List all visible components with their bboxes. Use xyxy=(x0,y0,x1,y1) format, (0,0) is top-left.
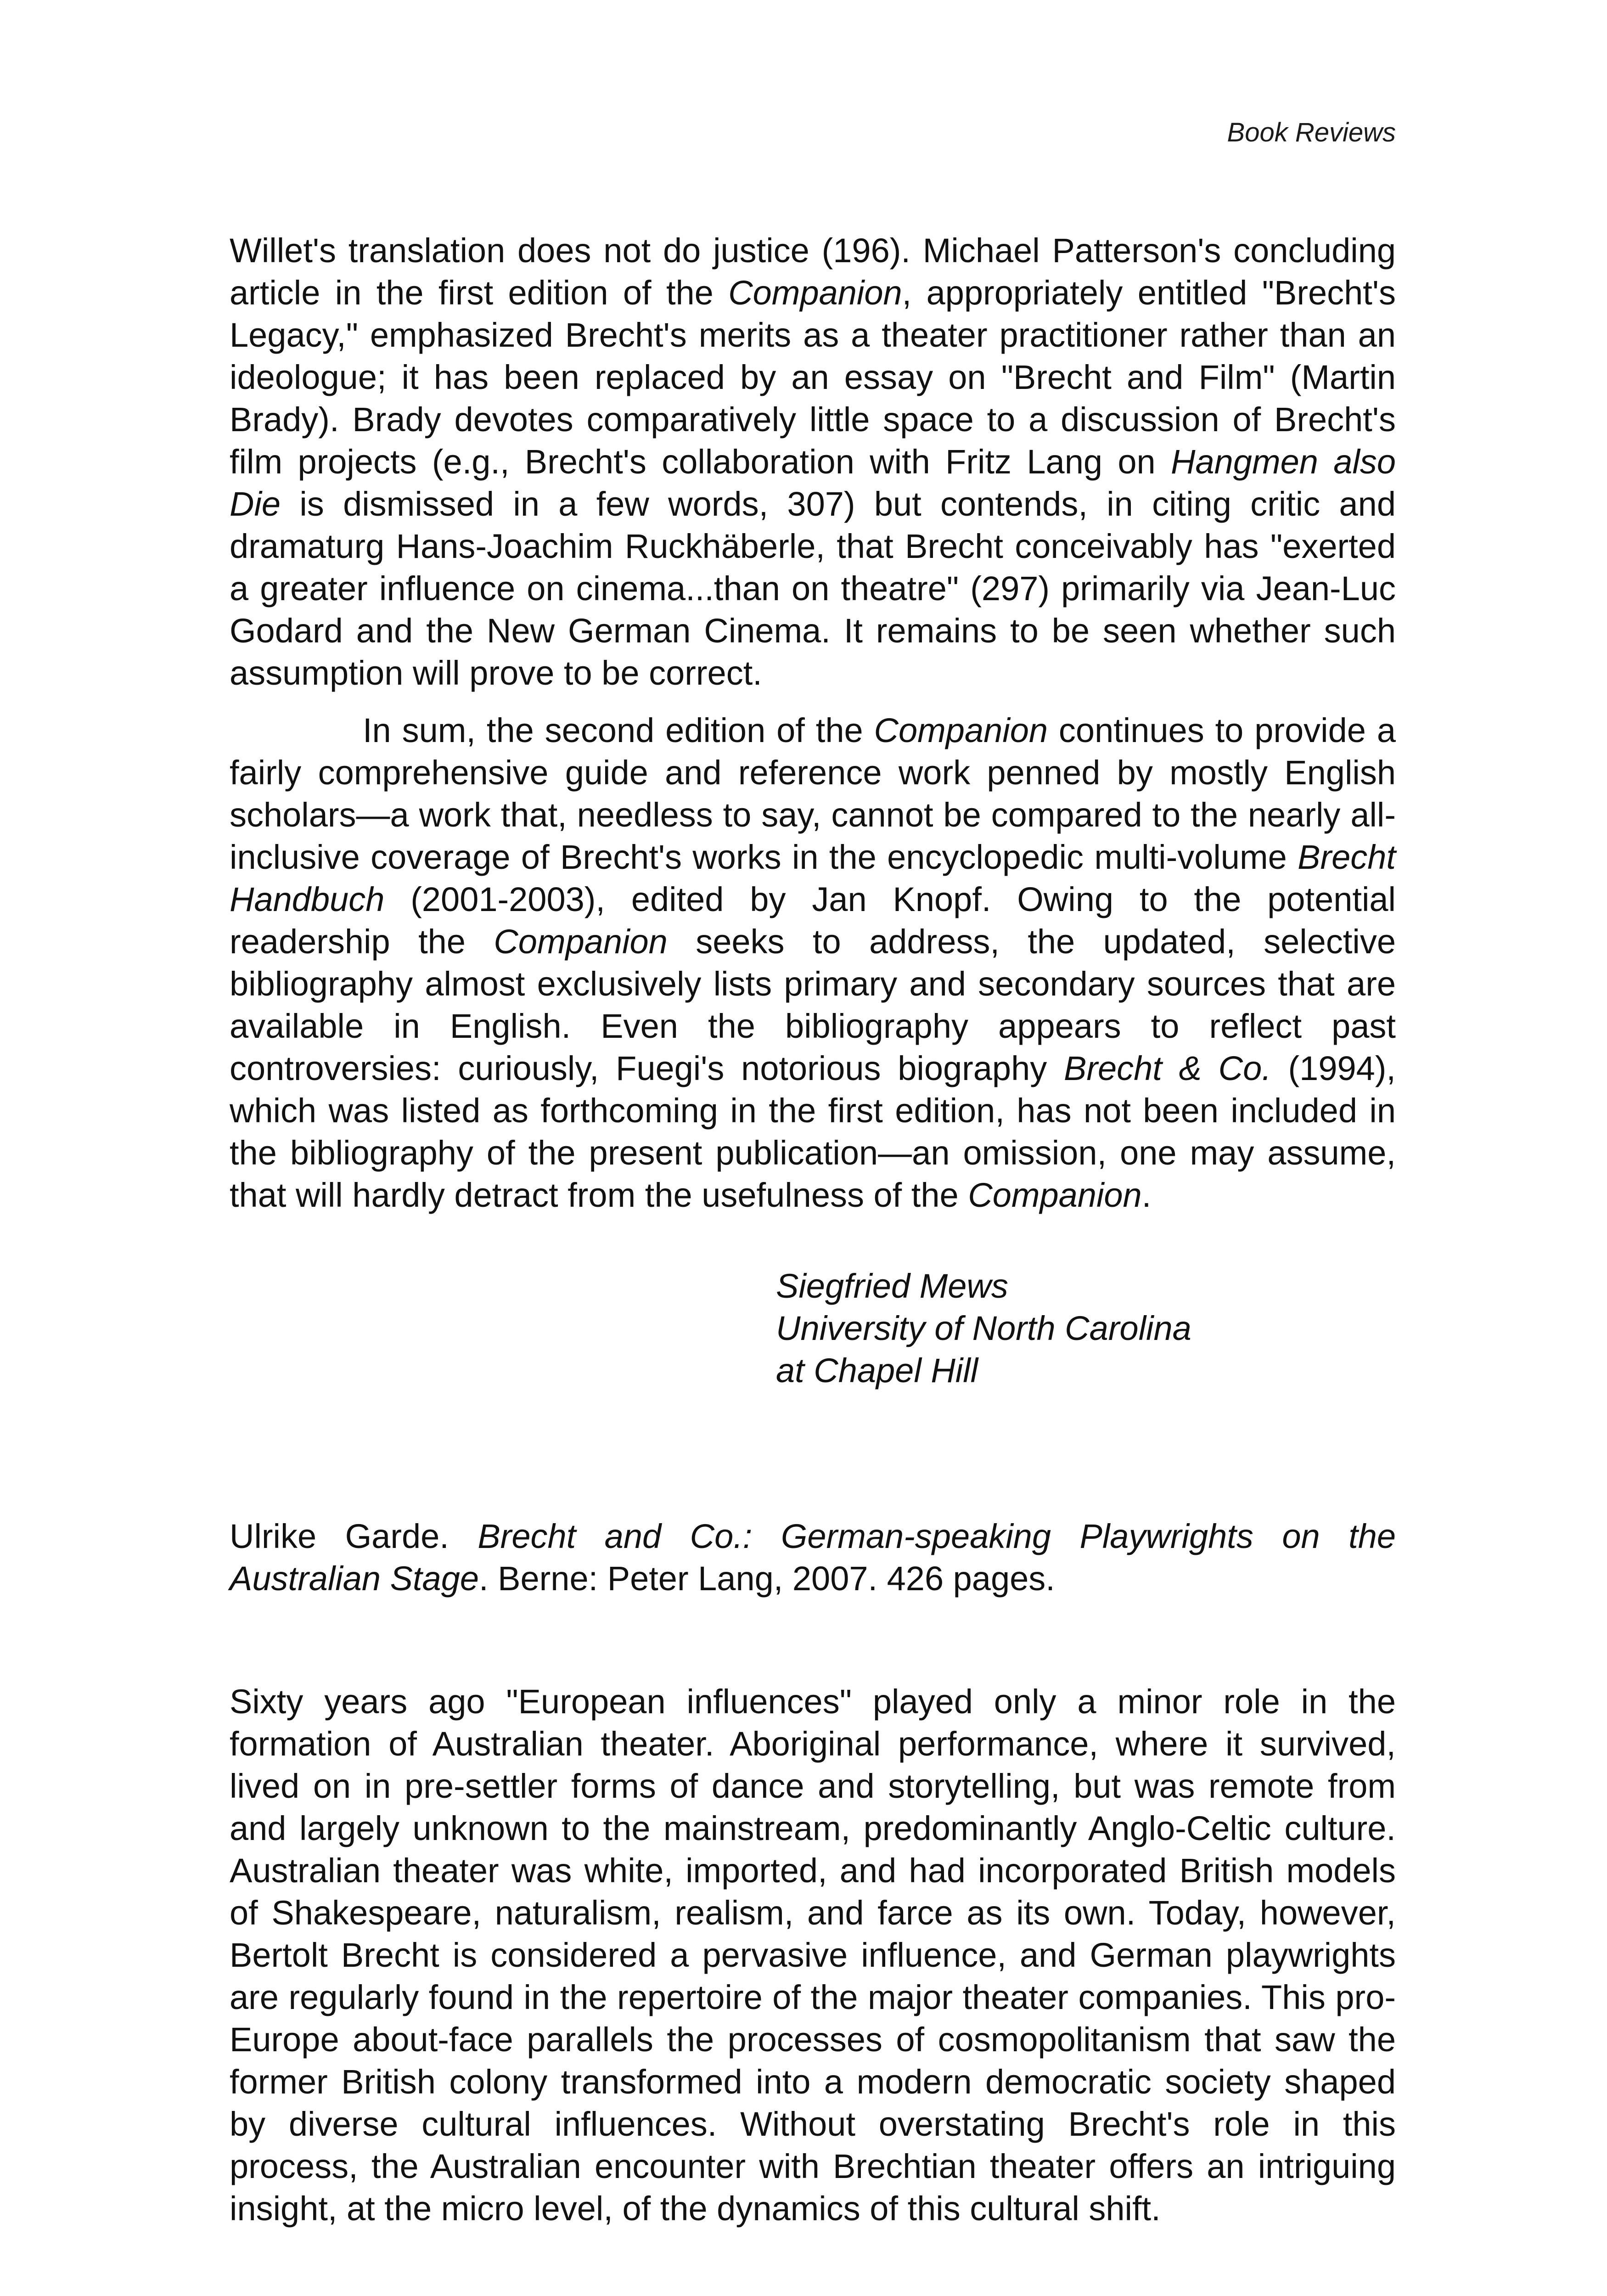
citation-author: Ulrike Garde. xyxy=(230,1517,478,1555)
reviewer-name: Siegfried Mews xyxy=(776,1267,1008,1305)
italic-title: Hangmen also Die xyxy=(230,443,1396,523)
text-run: (1994), which was listed as forthcoming in the first edition, has not been included in the bibliography of the present publication—an omission, one may assume, that will hardly detract from the usefulness of the xyxy=(230,1049,1396,1214)
italic-title: Companion xyxy=(494,923,668,961)
italic-title: Brecht Handbuch xyxy=(230,838,1396,918)
paragraph-text: Sixty years ago "European influences" played only a minor role in the formation of Australian theater. Aboriginal performance, where it survived, lived on in pre-settler forms of dance and storytelling, but was remote from and largely unknown to the mainstream, predominantly Anglo-Celtic culture. Australian theater was white, imported, and had incorporated British models of Shakespeare, naturalism, realism, and farce as its own. Today, however, Bertolt Brecht is considered a pervasive influence, and German playwrights are regularly found in the repertoire of the major theater companies. This pro-Europe about-face parallels the processes of cosmopolitanism that saw the former British colony transformed into a modern democratic society shaped by diverse cultural influences. Without overstating Brecht's role in this process, the Australian encounter with Brechtian theater offers an intriguing insight, at the micro level, of the dynamics of this cultural shift. xyxy=(230,1683,1396,2228)
text-run: Willet's translation does not do justice (196). Michael Patterson's concluding article in the first edition of the xyxy=(230,231,1396,312)
reviewer-signature xyxy=(776,1265,1191,1392)
reviewer-affiliation: at Chapel Hill xyxy=(776,1351,978,1390)
italic-title: Brecht & Co. xyxy=(1063,1049,1271,1087)
italic-title: Companion xyxy=(728,274,902,312)
text-run: continues to provide a fairly comprehensive guide and reference work penned by mostly English scholars—a work that, needless to say, cannot be compared to the nearly all-inclusive coverage of Brecht's works in the encyclopedic multi-volume xyxy=(230,711,1396,876)
citation-publication: . Berne: Peter Lang, 2007. 426 pages. xyxy=(479,1559,1055,1598)
review2-paragraph-1 xyxy=(230,1681,1396,2230)
review1-paragraph-2 xyxy=(230,709,1396,1216)
text-run: . xyxy=(1141,1176,1152,1214)
text-run: is dismissed in a few words, 307) but contends, in citing critic and dramaturg Hans-Joachim Ruckhäberle, that Brecht conceivably has "exerted a greater influence on cinema...than on theatre" (297) primarily via Jean-Luc Godard and the New German Cinema. It remains to be seen whether such assumption will prove to be correct. xyxy=(230,485,1396,692)
text-run: seeks to address, the updated, selective bibliography almost exclusively lists primary and secondary sources that are available in English. Even the bibliography appears to reflect past controversies: curiously, Fuegi's notorious biography xyxy=(230,923,1396,1087)
text-run: In sum, the second edition of the xyxy=(363,711,874,749)
book-citation xyxy=(230,1515,1396,1600)
running-head: Book Reviews xyxy=(1227,118,1396,147)
citation-title: Brecht and Co.: German-speaking Playwrights on the Australian Stage xyxy=(230,1517,1396,1598)
italic-title: Companion xyxy=(874,711,1048,749)
text-run: (2001-2003), edited by Jan Knopf. Owing to the potential readership the xyxy=(230,880,1396,961)
reviewer-affiliation: University of North Carolina xyxy=(776,1309,1191,1347)
text-run: , appropriately entitled "Brecht's Legacy," emphasized Brecht's merits as a theater practitioner rather than an ideologue; it has been replaced by an essay on "Brecht and Film" (Martin Brady). Brady devotes comparatively little space to a discussion of Brecht's film projects (e.g., Brecht's collaboration with Fritz Lang on xyxy=(230,274,1396,481)
review1-paragraph-1 xyxy=(230,230,1396,694)
italic-title: Companion xyxy=(968,1176,1142,1214)
